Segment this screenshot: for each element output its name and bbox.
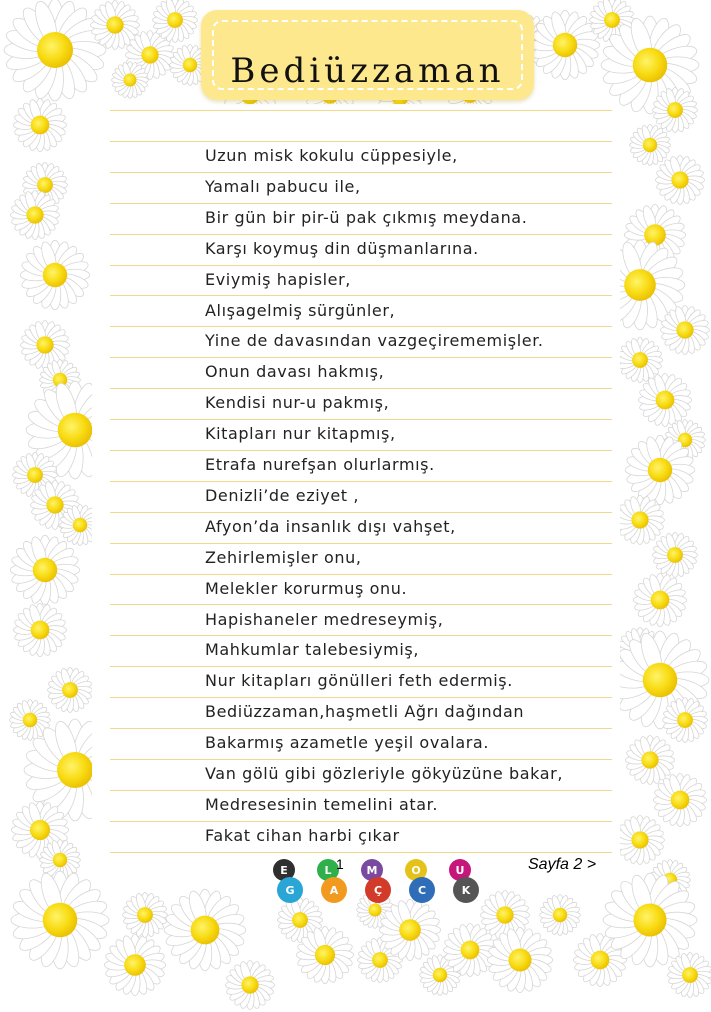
ruled-line bbox=[110, 419, 612, 420]
elma-cocuk-logo bbox=[258, 856, 488, 908]
ruled-line bbox=[110, 172, 612, 173]
daisy-flower bbox=[20, 240, 90, 310]
daisy-flower bbox=[123, 893, 168, 938]
svg-text:M: M bbox=[366, 864, 378, 877]
svg-text:C: C bbox=[417, 884, 427, 897]
poem-line: Onun davası hakmış, bbox=[205, 362, 385, 382]
ruled-line bbox=[110, 697, 612, 698]
daisy-flower bbox=[633, 573, 686, 626]
svg-text:A: A bbox=[329, 884, 339, 897]
logo-letter-bottom bbox=[409, 877, 435, 903]
poem-line: Mahkumlar talebesiymiş, bbox=[205, 640, 420, 660]
svg-text:G: G bbox=[285, 884, 295, 897]
ruled-line bbox=[110, 852, 612, 853]
svg-text:O: O bbox=[411, 864, 421, 877]
ruled-line bbox=[110, 141, 612, 142]
ruled-line bbox=[110, 110, 612, 111]
daisy-flower bbox=[660, 305, 709, 354]
poem-line: Medresesinin temelini atar. bbox=[205, 794, 439, 814]
ruled-line bbox=[110, 326, 612, 327]
title-plate bbox=[201, 10, 534, 100]
ruled-line bbox=[110, 481, 612, 482]
daisy-flower bbox=[13, 98, 66, 151]
ruled-line bbox=[110, 388, 612, 389]
svg-text:K: K bbox=[461, 884, 471, 897]
ruled-line bbox=[110, 295, 612, 296]
poem-line: Bir gün bir pir-ü pak çıkmış meydana. bbox=[205, 207, 528, 227]
logo-letter-bottom bbox=[453, 877, 479, 903]
poem-line: Kendisi nur-u pakmış, bbox=[205, 393, 390, 413]
ruled-line bbox=[110, 604, 612, 605]
poem-line: Afyon’da insanlık dışı vahşet, bbox=[205, 516, 456, 536]
ruled-line bbox=[110, 821, 612, 822]
ruled-line bbox=[110, 357, 612, 358]
poem-line: Uzun misk kokulu cüppesiyle, bbox=[205, 146, 458, 165]
daisy-flower bbox=[540, 895, 581, 936]
poem-line: Van gölü gibi gözleriyle gökyüzüne bakar, bbox=[205, 764, 564, 783]
poem-line: Kitapları nur kitapmış, bbox=[205, 424, 396, 444]
ruled-line bbox=[110, 666, 612, 667]
daisy-flower bbox=[10, 535, 80, 605]
daisy-flower bbox=[4, 0, 106, 101]
logo-letter-bottom bbox=[365, 877, 391, 903]
daisy-flower bbox=[225, 960, 274, 1009]
poem-line: Denizli’de eziyet , bbox=[205, 485, 360, 505]
ruled-line bbox=[110, 759, 612, 760]
ruled-line bbox=[110, 543, 612, 544]
ruled-line bbox=[110, 450, 612, 451]
ruled-line bbox=[110, 574, 612, 575]
poem-line: Zehirlemişler onu, bbox=[205, 547, 362, 567]
daisy-flower bbox=[104, 934, 165, 995]
daisy-flower bbox=[630, 125, 671, 166]
logo-letter-bottom bbox=[321, 877, 347, 903]
daisy-flower bbox=[625, 735, 674, 784]
poem-line: Karşı koymuş din düşmanlarına. bbox=[205, 238, 479, 258]
poem-line: Eviymiş hapisler, bbox=[205, 269, 351, 289]
ruled-line bbox=[110, 512, 612, 513]
poem-line: Melekler korurmuş onu. bbox=[205, 578, 408, 598]
poem-line: Fakat cihan harbi çıkar bbox=[205, 825, 400, 845]
poem-line: Etrafa nurefşan olurlarmış. bbox=[205, 455, 435, 474]
poem-line: Bediüzzaman,haşmetli Ağrı dağından bbox=[205, 702, 525, 722]
svg-text:Ç: Ç bbox=[373, 884, 383, 897]
next-page-link[interactable]: Sayfa 2 > bbox=[528, 856, 597, 873]
ruled-line bbox=[110, 203, 612, 204]
svg-text:U: U bbox=[455, 864, 465, 877]
daisy-flower bbox=[11, 871, 109, 969]
daisy-flower bbox=[13, 603, 66, 656]
logo-letter-bottom bbox=[277, 877, 303, 903]
page-title: Bediüzzaman bbox=[230, 50, 505, 91]
poem-line: Hapishaneler medreseymiş, bbox=[205, 609, 444, 629]
daisy-flower bbox=[655, 155, 704, 204]
svg-text:E: E bbox=[280, 864, 288, 877]
poem-line: Yamalı pabucu ile, bbox=[205, 176, 361, 196]
poem-line: Nur kitapları gönülleri feth edermiş. bbox=[205, 671, 513, 691]
ruled-line bbox=[110, 265, 612, 266]
daisy-flower bbox=[653, 533, 698, 578]
ruled-line bbox=[110, 728, 612, 729]
svg-text:L: L bbox=[324, 864, 332, 877]
ruled-line bbox=[110, 234, 612, 235]
daisy-flower bbox=[164, 889, 246, 971]
daisy-flower bbox=[48, 668, 93, 713]
page-number: 1 bbox=[336, 856, 344, 872]
poem-line: Bakarmış azametle yeşil ovalara. bbox=[205, 733, 490, 753]
poem-line: Yine de davasından vazgeçirememişler. bbox=[205, 331, 544, 351]
ruled-line bbox=[110, 790, 612, 791]
daisy-flower bbox=[615, 815, 664, 864]
poem-line: Alışagelmiş sürgünler, bbox=[205, 300, 396, 320]
daisy-flower bbox=[653, 773, 706, 826]
ruled-line bbox=[110, 635, 612, 636]
daisy-flower bbox=[668, 953, 711, 998]
